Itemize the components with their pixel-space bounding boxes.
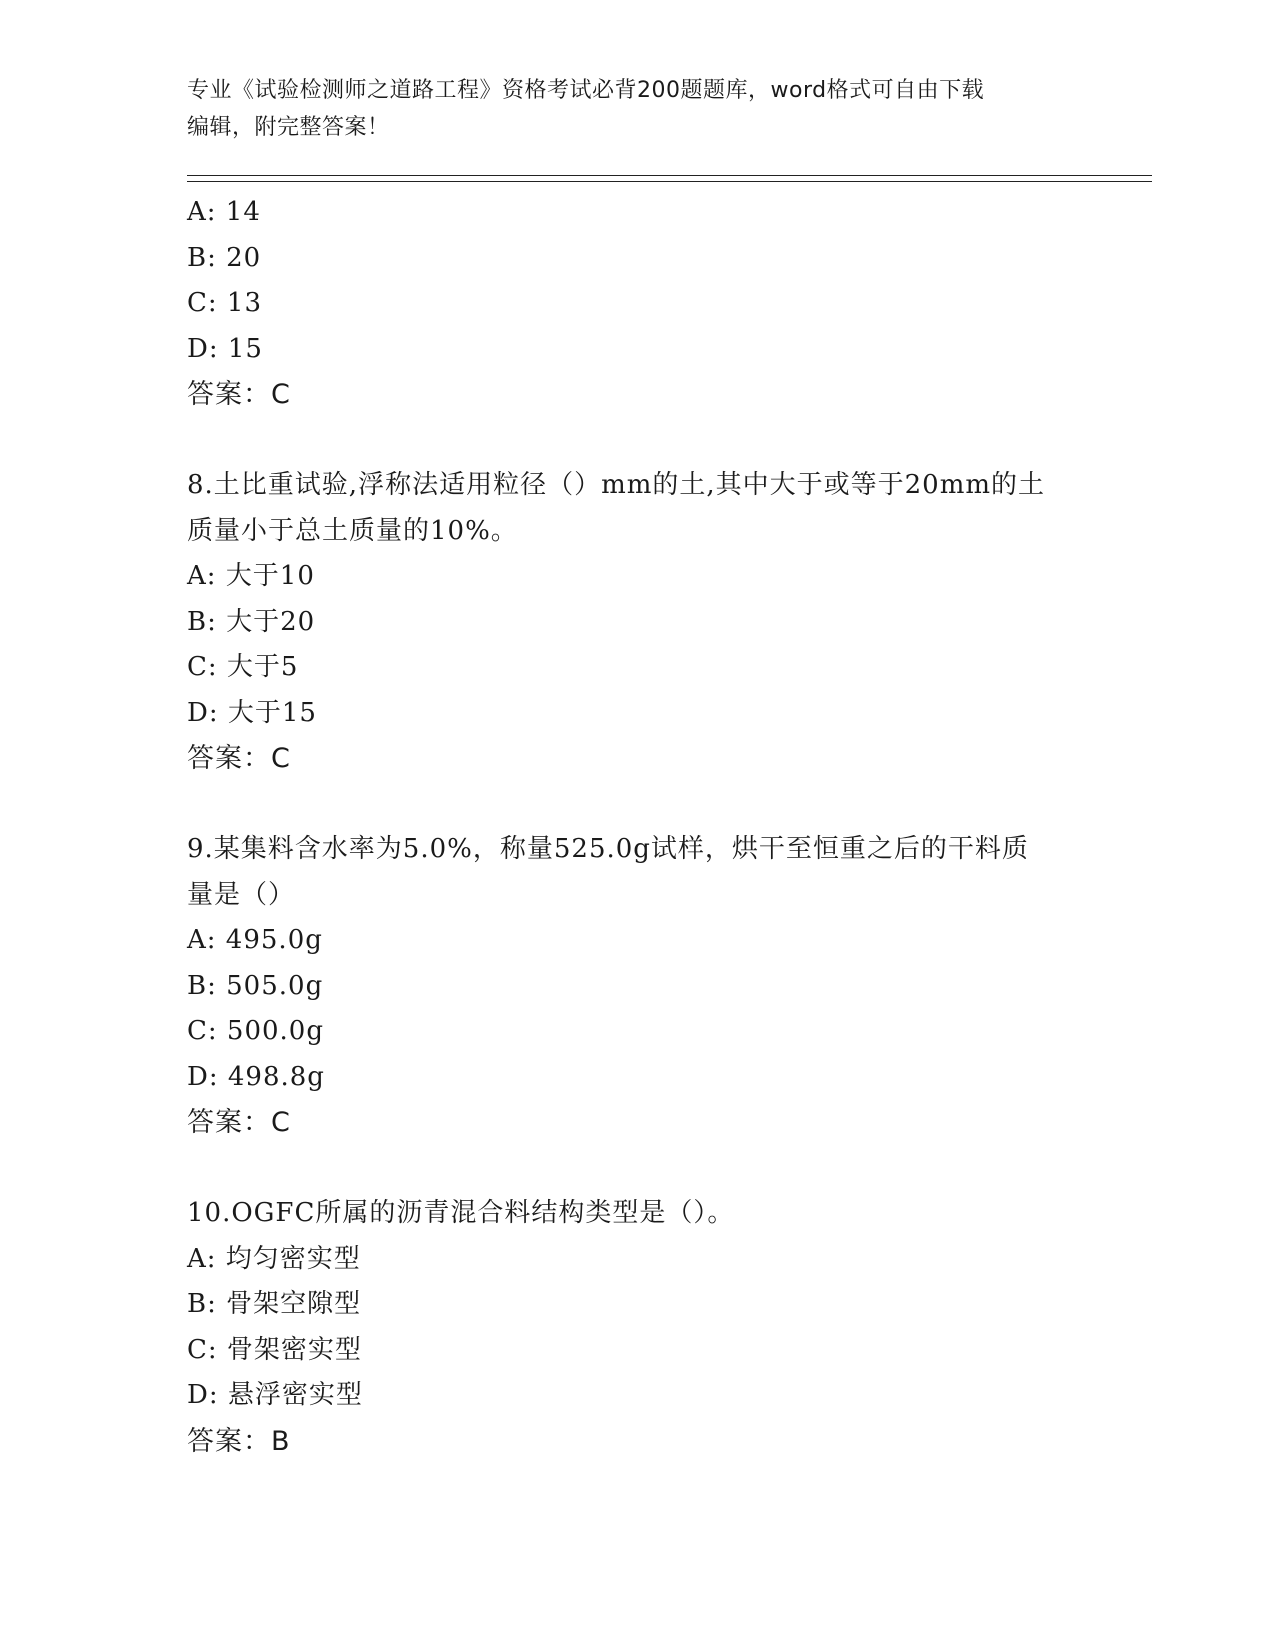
question-text-line-2: 量是（） bbox=[187, 879, 296, 910]
question-8 bbox=[187, 463, 1087, 782]
option-b: B: 大于20 bbox=[187, 606, 316, 637]
option-c: C: 骨架密实型 bbox=[187, 1334, 362, 1365]
document-header bbox=[187, 72, 1087, 146]
option-c: C: 大于5 bbox=[187, 652, 299, 682]
question-list bbox=[187, 190, 1087, 1464]
question-text-line-2: 质量小于总土质量的10%。 bbox=[187, 515, 518, 546]
header-line-2: 编辑，附完整答案！ bbox=[187, 115, 390, 140]
option-d: D: 悬浮密实型 bbox=[187, 1380, 363, 1410]
option-d: D: 498.8g bbox=[187, 1061, 325, 1092]
option-a: A: 大于10 bbox=[187, 561, 315, 591]
spacer bbox=[187, 1146, 1087, 1192]
question-7 bbox=[187, 190, 1087, 418]
question-text-line-1: 8.土比重试验,浮称法适用粒径（）mm的土,其中大于或等于20mm的土 bbox=[187, 470, 1046, 500]
spacer bbox=[187, 782, 1087, 828]
option-b: B: 骨架空隙型 bbox=[187, 1289, 362, 1319]
option-c: C: 13 bbox=[187, 288, 263, 318]
question-text-line-1: 10.OGFC所属的沥青混合料结构类型是（）。 bbox=[187, 1198, 735, 1228]
spacer bbox=[187, 418, 1087, 464]
header-divider-top bbox=[187, 175, 1152, 176]
answer-label: 答案：C bbox=[187, 1107, 291, 1138]
option-a: A: 495.0g bbox=[187, 925, 323, 955]
option-b: B: 505.0g bbox=[187, 970, 324, 1001]
option-b: B: 20 bbox=[187, 242, 262, 273]
question-9 bbox=[187, 827, 1087, 1146]
answer-label: 答案：C bbox=[187, 379, 291, 410]
answer-label: 答案：B bbox=[187, 1425, 291, 1457]
question-text-line-1: 9.某集料含水率为5.0%，称量525.0g试样，烘干至恒重之后的干料质 bbox=[187, 834, 1029, 864]
option-a: A: 均匀密实型 bbox=[187, 1243, 361, 1274]
option-d: D: 15 bbox=[187, 333, 263, 364]
option-c: C: 500.0g bbox=[187, 1016, 324, 1046]
header-divider-bottom bbox=[187, 181, 1152, 182]
answer-label: 答案：C bbox=[187, 743, 291, 774]
option-a: A: 14 bbox=[187, 197, 261, 227]
question-10 bbox=[187, 1191, 1087, 1464]
header-line-1: 专业《试验检测师之道路工程》资格考试必背200题题库，word格式可自由下载 bbox=[187, 78, 985, 103]
option-d: D: 大于15 bbox=[187, 697, 317, 728]
